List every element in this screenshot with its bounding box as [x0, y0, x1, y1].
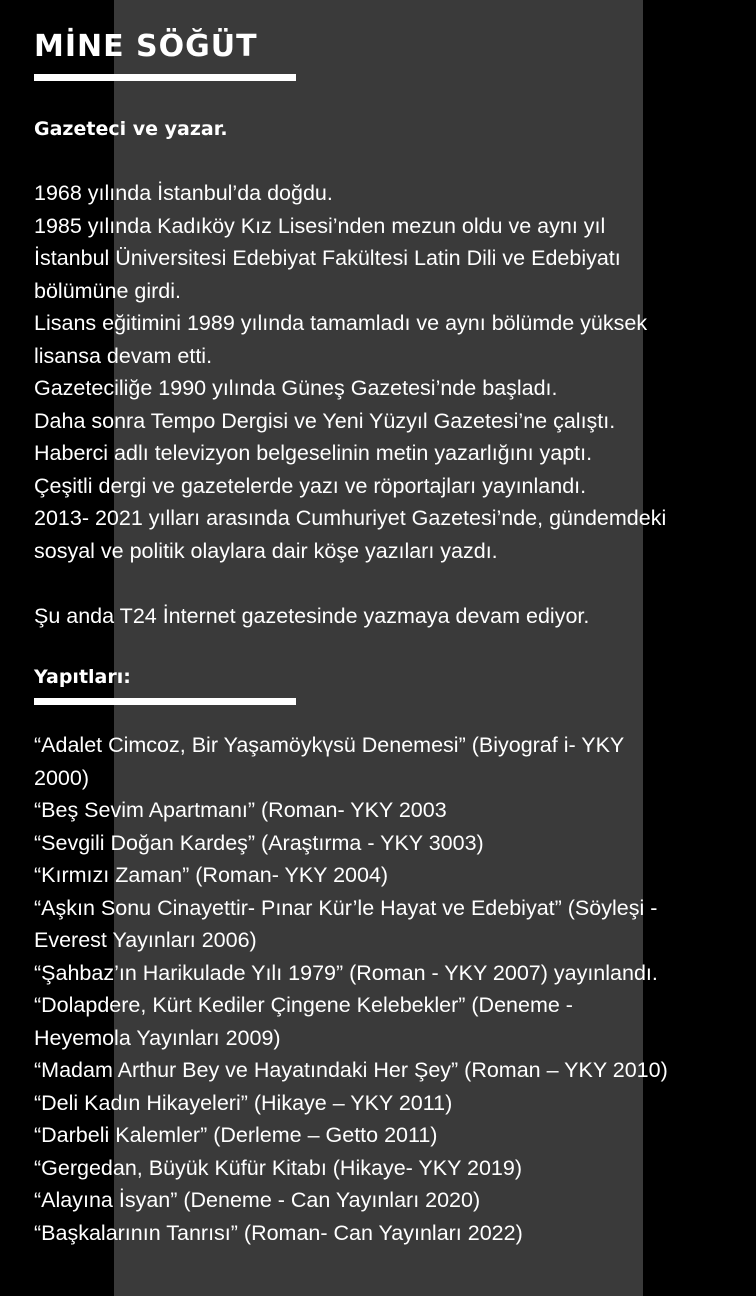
- work-line: “Dolapdere, Kürt Kediler Çingene Kelebekler” (Deneme -: [34, 993, 573, 1017]
- work-line: “Şahbaz’ın Harikulade Yılı 1979” (Roman - YKY 2007) yayınlandı.: [34, 960, 658, 985]
- bio-line: 2013- 2021 yılları arasında Cumhuriyet Gazetesi’nde, gündemdeki: [34, 506, 667, 530]
- biography: [34, 177, 666, 632]
- subtitle: Gazeteci ve yazar.: [34, 118, 228, 140]
- current-status: Şu anda T24 İnternet gazetesinde yazmaya devam ediyor.: [34, 603, 590, 628]
- work-line: Everest Yayınları 2006): [34, 928, 257, 952]
- work-line: Heyemola Yayınları 2009): [34, 1025, 281, 1050]
- work-line: “Gergedan, Büyük Küfür Kitabı (Hikaye- YKY 2019): [34, 1155, 522, 1180]
- work-line: “Madam Arthur Bey ve Hayatındaki Her Şey” (Roman – YKY 2010): [34, 1058, 668, 1082]
- work-line: “Beş Sevim Apartmanı” (Roman- YKY 2003: [34, 798, 447, 822]
- bio-line: Lisans eğitimini 1989 yılında tamamladı ve aynı bölümde yüksek: [34, 311, 648, 335]
- bio-line: Haberci adlı televizyon belgeselinin metin yazarlığını yaptı.: [34, 441, 593, 465]
- works-underline: [34, 698, 296, 705]
- bio-line: Daha sonra Tempo Dergisi ve Yeni Yüzyıl Gazetesi’ne çalıştı.: [34, 408, 616, 433]
- title-underline: [34, 74, 296, 81]
- bio-line: lisansa devam etti.: [34, 343, 213, 368]
- bio-line: bölümüne girdi.: [34, 278, 182, 303]
- page-title: MİNE SÖĞÜT: [34, 29, 258, 64]
- work-line: “Adalet Cimcoz, Bir Yaşamöykүsü Denemesi” (Biyograf i- YKY: [34, 733, 625, 757]
- work-line: “Deli Kadın Hikayeleri” (Hikaye – YKY 2011): [34, 1090, 453, 1115]
- bio-line: Çeşitli dergi ve gazetelerde yazı ve röportajları yayınlandı.: [34, 473, 587, 498]
- paragraph-gap: [34, 567, 666, 600]
- work-line: “Kırmızı Zaman” (Roman- YKY 2004): [34, 863, 389, 887]
- works-list: [34, 729, 668, 1249]
- work-line: “Darbeli Kalemler” (Derleme – Getto 2011): [34, 1123, 438, 1147]
- bio-line: Gazeteciliğe 1990 yılında Güneş Gazetesi’nde başladı.: [34, 376, 558, 400]
- work-line: “Sevgili Doğan Kardeş” (Araştırma - YKY 3003): [34, 830, 484, 855]
- works-heading: Yapıtları:: [34, 666, 131, 688]
- bio-line: sosyal ve politik olaylara dair köşe yazıları yazdı.: [34, 538, 498, 563]
- bio-line: 1968 yılında İstanbul’da doğdu.: [34, 181, 333, 205]
- bio-line: 1985 yılında Kadıköy Kız Lisesi’nden mezun oldu ve aynı yıl: [34, 213, 606, 238]
- work-line: 2000): [34, 765, 89, 790]
- work-line: “Başkalarının Tanrısı” (Roman- Can Yayınları 2022): [34, 1220, 523, 1245]
- work-line: “Alayına İsyan” (Deneme - Can Yayınları 2020): [34, 1188, 481, 1212]
- work-line: “Aşkın Sonu Cinayettir- Pınar Kür’le Hayat ve Edebiyat” (Söyleşi -: [34, 895, 658, 920]
- bio-line: İstanbul Üniversitesi Edebiyat Fakültesi Latin Dili ve Edebiyatı: [34, 246, 621, 270]
